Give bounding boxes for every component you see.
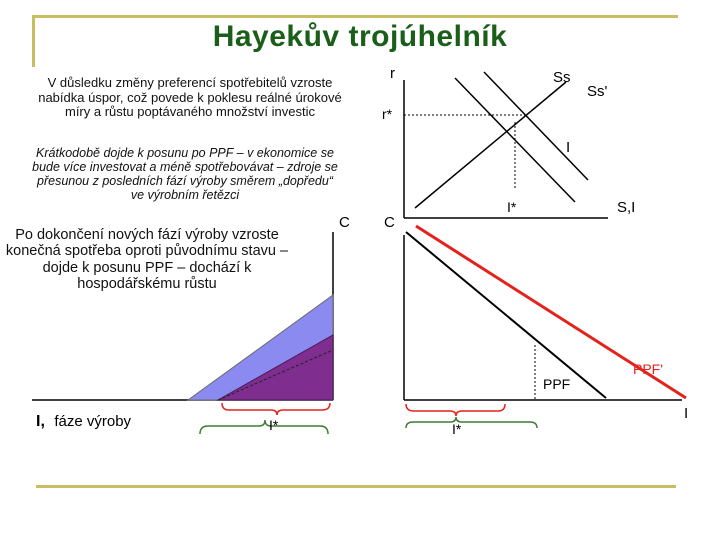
ppf-y-axis-label: C: [384, 214, 395, 231]
credit-x-axis-label: S,I: [617, 199, 636, 216]
ppf-shifted-label: PPF': [633, 361, 663, 377]
note-long-run: Po dokončení nových fází výroby vzroste konečná spotřeba oproti původnímu stavu – dojde k posunu PPF – dochází k hospodářskému růstu: [5, 227, 289, 293]
credit-market-graph: [382, 65, 635, 218]
savings-supply-shifted-label: Ss': [587, 83, 608, 100]
hayek-triangle-graph: [32, 214, 350, 434]
equilibrium-rate-label: r*: [382, 106, 393, 122]
triangle-old-stages-bracket: [222, 403, 330, 415]
ppf-graph: [384, 214, 688, 437]
savings-supply-shifted-curve: [484, 72, 588, 180]
triangle-y-axis-label: C: [339, 214, 350, 231]
equilibrium-quantity-label: I*: [507, 199, 517, 215]
note-short-run: Krátkodobě dojde k posunu po PPF – v ekonomice se bude více investovat a méně spotřebovávat – zdroje se přesunou z posledních fází výroby směrem „dopředu“ ve výrobním řetězci: [32, 146, 338, 203]
note-preference-change: V důsledku změny preferencí spotřebitelů vzroste nabídka úspor, což povede k poklesu reálné úrokové míry a růstu poptávaného množství investic: [38, 75, 342, 120]
ppf-x-axis-label: I: [684, 405, 689, 422]
credit-y-axis-label: r: [390, 65, 395, 82]
triangle-x-axis-label: [36, 413, 132, 430]
investment-demand-label: I: [566, 139, 571, 156]
ppf-curve: [406, 232, 606, 398]
triangle-x-axis-label-bold: I,: [36, 413, 45, 430]
investment-demand-curve: [415, 82, 566, 208]
ppf-label: PPF: [543, 376, 571, 392]
page-title: Hayekův trojúhelník: [212, 20, 508, 53]
ppf-new-investment-bracket: [406, 417, 537, 428]
ppf-investment-label: I*: [452, 421, 462, 437]
triangle-investment-label: I*: [269, 417, 279, 433]
triangle-x-axis-label-text: fáze výroby: [54, 413, 132, 430]
savings-supply-label: Ss: [553, 69, 571, 86]
triangle-new-stages-bracket: [200, 420, 328, 434]
ppf-old-investment-bracket: [406, 404, 505, 416]
